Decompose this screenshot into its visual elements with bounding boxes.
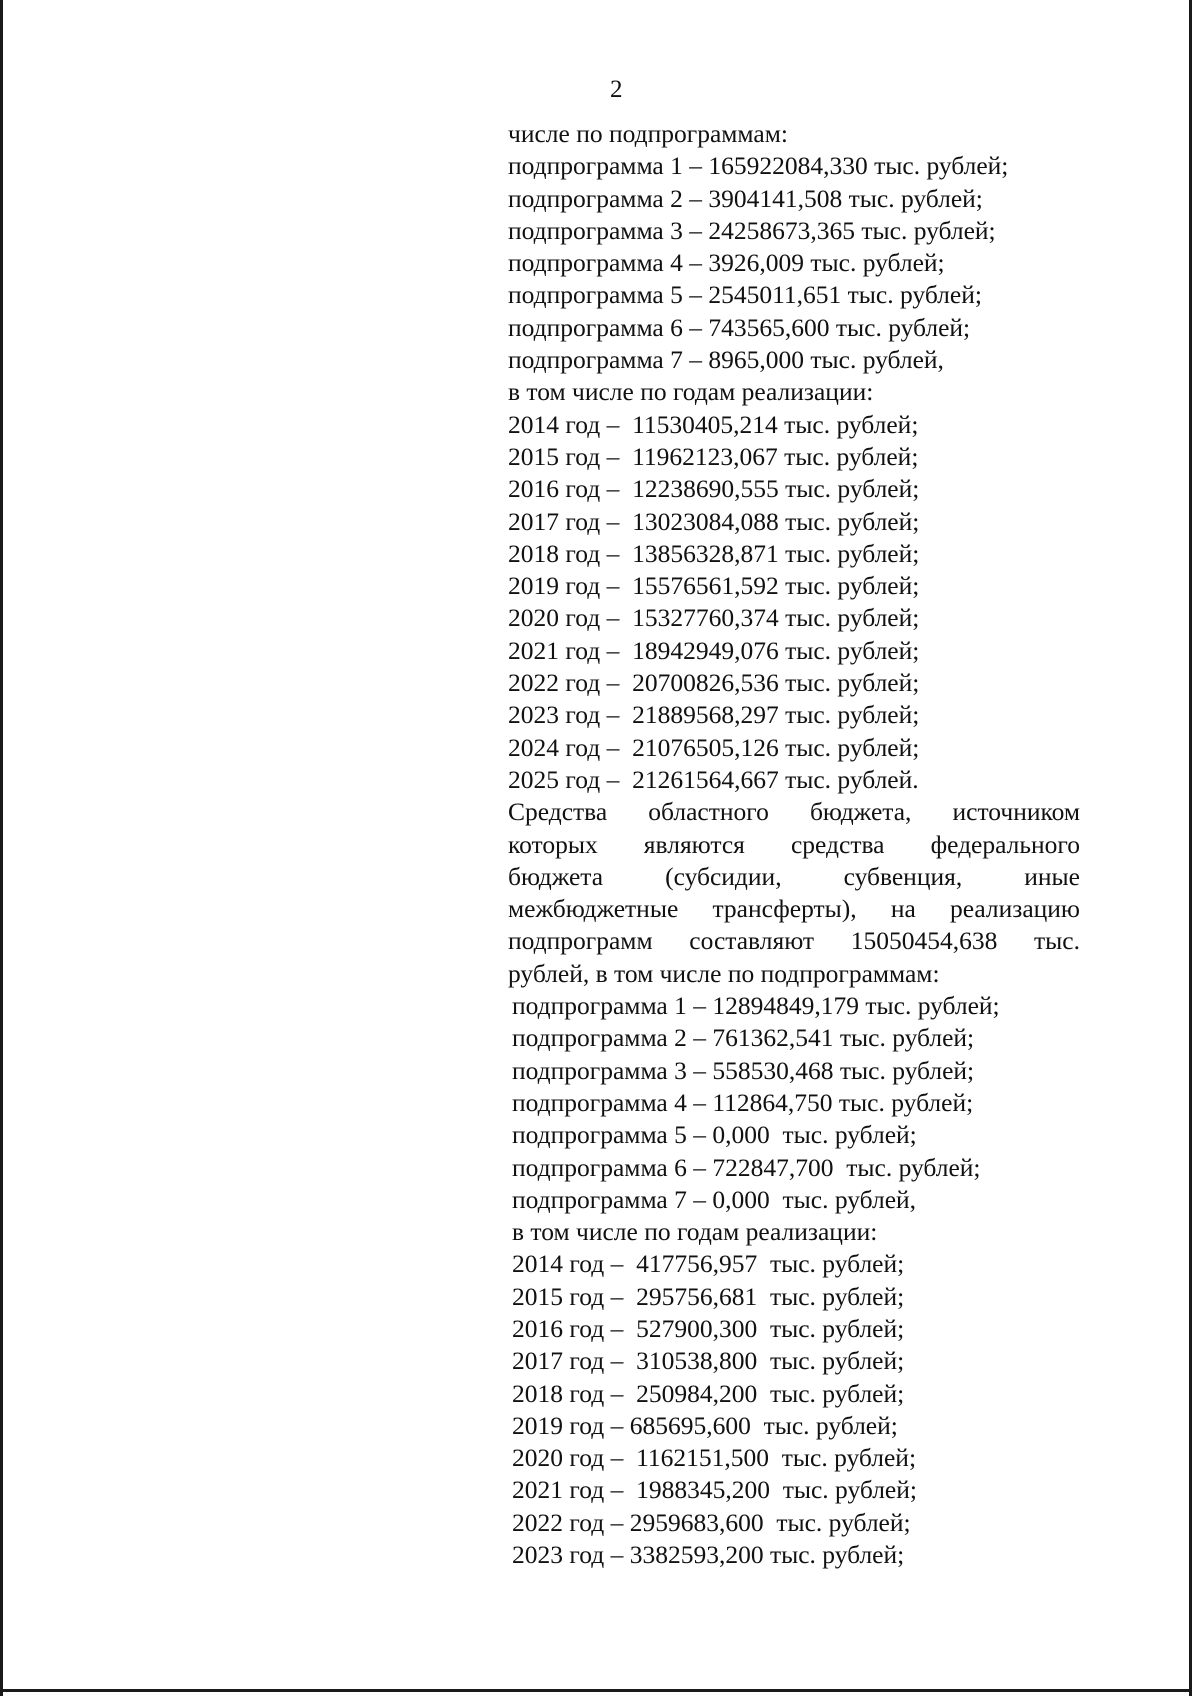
paragraph-line: которых являются средства федерального xyxy=(508,829,1080,859)
list-item: 2021 год – 18942949,076 тыс. рублей; xyxy=(508,635,920,665)
list-item: 2017 год – 310538,800 тыс. рублей; xyxy=(512,1346,905,1376)
list-item: подпрограмма 2 – 3904141,508 тыс. рублей; xyxy=(508,183,983,213)
years-federal-list xyxy=(508,1248,1080,1571)
text-column xyxy=(508,118,1080,1571)
list-item: подпрограмма 3 – 558530,468 тыс. рублей; xyxy=(512,1055,975,1085)
list-item: подпрограмма 5 – 2545011,651 тыс. рублей; xyxy=(508,280,982,310)
list-item: 2019 год – 15576561,592 тыс. рублей; xyxy=(508,571,920,601)
subprograms-total-list xyxy=(508,150,1080,376)
list-item: 2014 год – 11530405,214 тыс. рублей; xyxy=(508,409,919,439)
scan-edge-bottom xyxy=(0,1689,1192,1692)
list-item: подпрограмма 1 – 12894849,179 тыс. рублей; xyxy=(512,991,1000,1021)
list-item: 2022 год – 2959683,600 тыс. рублей; xyxy=(512,1507,911,1537)
list-item: подпрограмма 1 – 165922084,330 тыс. рублей; xyxy=(508,151,1009,181)
list-item: 2017 год – 13023084,088 тыс. рублей; xyxy=(508,506,920,536)
list-item: 2018 год – 250984,200 тыс. рублей; xyxy=(512,1378,905,1408)
list-item: 2025 год – 21261564,667 тыс. рублей. xyxy=(508,764,919,794)
subprograms-federal-list xyxy=(508,990,1080,1216)
list-item: 2023 год – 3382593,200 тыс. рублей; xyxy=(512,1540,905,1570)
years-heading-total: в том числе по годам реализации: xyxy=(508,377,874,407)
list-item: 2016 год – 527900,300 тыс. рублей; xyxy=(512,1313,905,1343)
list-item: подпрограмма 7 – 0,000 тыс. рублей, xyxy=(512,1184,917,1214)
list-item: подпрограмма 7 – 8965,000 тыс. рублей, xyxy=(508,345,944,375)
paragraph-line: Средства областного бюджета, источником xyxy=(508,797,1080,827)
list-item: подпрограмма 6 – 722847,700 тыс. рублей; xyxy=(512,1152,981,1182)
intro-line: числе по подпрограммам: xyxy=(508,119,788,148)
scan-edge-right xyxy=(1189,0,1192,1696)
list-item: 2022 год – 20700826,536 тыс. рублей; xyxy=(508,668,920,698)
list-item: 2023 год – 21889568,297 тыс. рублей; xyxy=(508,700,920,730)
list-item: 2018 год – 13856328,871 тыс. рублей; xyxy=(508,538,920,568)
federal-funds-paragraph xyxy=(508,796,1080,990)
list-item: подпрограмма 6 – 743565,600 тыс. рублей; xyxy=(508,312,971,342)
list-item: подпрограмма 2 – 761362,541 тыс. рублей; xyxy=(512,1023,975,1053)
list-item: 2016 год – 12238690,555 тыс. рублей; xyxy=(508,474,920,504)
paragraph-line: бюджета (субсидии, субвенция, иные xyxy=(508,861,1080,891)
list-item: 2024 год – 21076505,126 тыс. рублей; xyxy=(508,732,920,762)
list-item: 2014 год – 417756,957 тыс. рублей; xyxy=(512,1249,905,1279)
paragraph-line: межбюджетные трансферты), на реализацию xyxy=(508,894,1080,924)
list-item: подпрограмма 3 – 24258673,365 тыс. рублей; xyxy=(508,215,996,245)
scan-edge-left xyxy=(0,0,3,1696)
list-item: 2015 год – 11962123,067 тыс. рублей; xyxy=(508,441,919,471)
list-item: 2020 год – 1162151,500 тыс. рублей; xyxy=(512,1443,917,1473)
page-number: 2 xyxy=(610,76,623,103)
list-item: 2019 год – 685695,600 тыс. рублей; xyxy=(512,1410,898,1440)
paragraph-line: рублей, в том числе по подпрограммам: xyxy=(508,958,940,988)
years-total-list xyxy=(508,409,1080,797)
list-item: подпрограмма 4 – 3926,009 тыс. рублей; xyxy=(508,248,945,278)
list-item: 2015 год – 295756,681 тыс. рублей; xyxy=(512,1281,905,1311)
list-item: подпрограмма 5 – 0,000 тыс. рублей; xyxy=(512,1120,917,1150)
years-heading-federal: в том числе по годам реализации: xyxy=(512,1217,878,1247)
list-item: подпрограмма 4 – 112864,750 тыс. рублей; xyxy=(512,1087,974,1117)
list-item: 2021 год – 1988345,200 тыс. рублей; xyxy=(512,1475,917,1505)
paragraph-line: подпрограмм составляют 15050454,638 тыс. xyxy=(508,926,1080,956)
list-item: 2020 год – 15327760,374 тыс. рублей; xyxy=(508,603,920,633)
